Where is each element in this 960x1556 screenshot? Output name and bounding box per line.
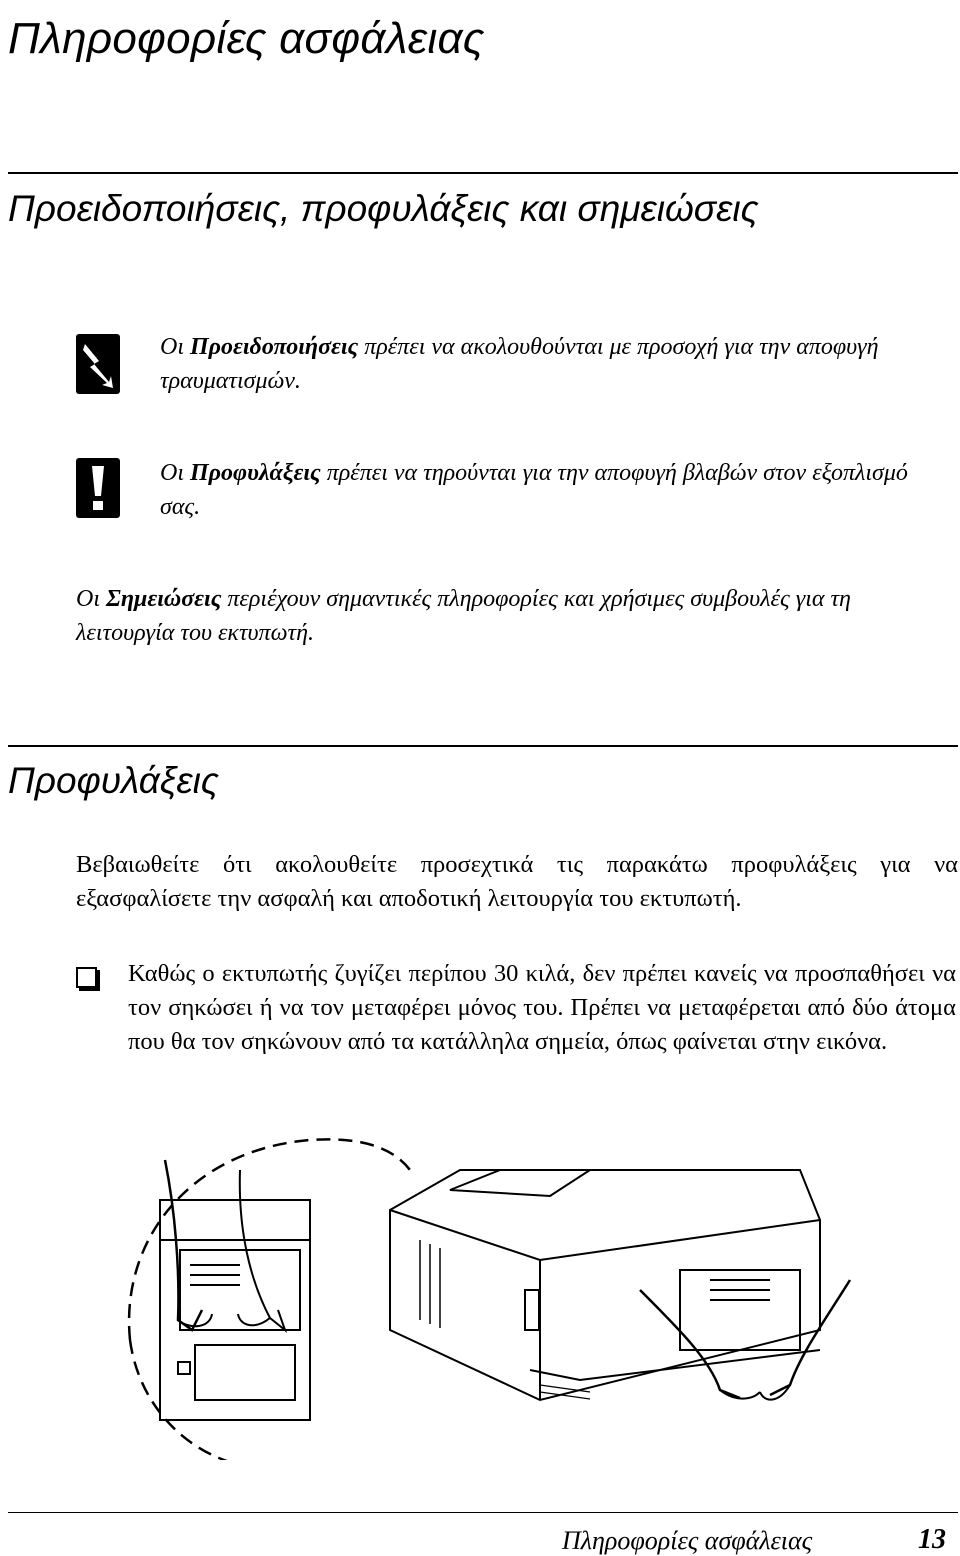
section-heading-precautions: Προφυλάξεις bbox=[8, 760, 219, 801]
caution-paragraph: Οι Προφυλάξεις πρέπει να τηρούνται για την αποφυγή βλαβών στον εξοπλισμό σας. bbox=[160, 460, 908, 520]
page-number: 13 bbox=[918, 1524, 946, 1555]
section-heading-warnings: Προειδοποιήσεις, προφυλάξεις και σημειώσεις bbox=[8, 188, 759, 229]
warning-lightning-icon bbox=[76, 334, 120, 394]
footer-section-name: Πληροφορίες ασφάλειας bbox=[562, 1526, 813, 1555]
precautions-intro: Βεβαιωθείτε ότι ακολουθείτε προσεχτικά τις παρακάτω προφυλάξεις για να εξασφαλίσετε την ασφαλή και αποδοτική λειτουργία του εκτυπωτή. bbox=[76, 851, 958, 912]
precaution-bullet-text: Καθώς ο εκτυπωτής ζυγίζει περίπου 30 κιλά, δεν πρέπει κανείς να προσπαθήσει να τον σηκώσει ή να τον μεταφέρει μόνος του. Πρέπει να μεταφέρεται από δύο άτομα που θα τον σηκώνουν από τα κατάλληλα σημεία, όπως φαίνεται στην εικόνα. bbox=[128, 960, 956, 1055]
section-divider bbox=[8, 172, 958, 174]
printer-lifting-illustration bbox=[120, 1130, 860, 1465]
caution-exclamation-icon bbox=[76, 458, 120, 518]
note-paragraph: Οι Σημειώσεις περιέχουν σημαντικές πληροφορίες και χρήσιμες συμβουλές για τη λειτουργία του εκτυπωτή. bbox=[76, 586, 851, 646]
warning-paragraph: Οι Προειδοποιήσεις πρέπει να ακολουθούνται με προσοχή για την αποφυγή τραυματισμών. bbox=[160, 334, 879, 394]
page-title: Πληροφορίες ασφάλειας bbox=[8, 14, 485, 63]
section-divider bbox=[8, 745, 958, 747]
footer-divider bbox=[8, 1512, 958, 1513]
checkbox-bullet-icon bbox=[76, 967, 97, 988]
